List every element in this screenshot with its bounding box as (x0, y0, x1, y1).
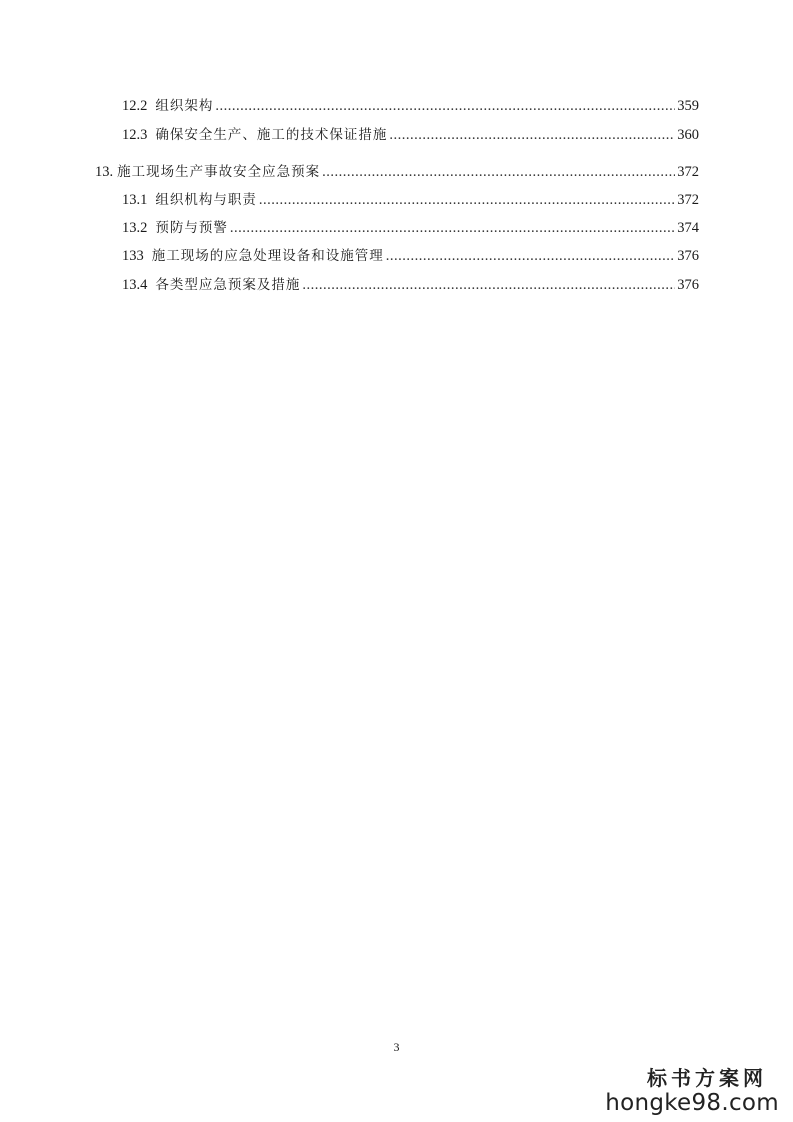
toc-entry[interactable] (122, 190, 699, 210)
toc-entry-number: 12.2 (122, 98, 148, 114)
toc-entry[interactable] (122, 218, 699, 238)
toc-dot-leader (215, 96, 675, 116)
toc-entry-page: 376 (677, 277, 699, 293)
toc-entry[interactable] (122, 246, 699, 266)
toc-dot-leader (386, 246, 676, 266)
toc-dot-leader (259, 190, 675, 210)
page-number: 3 (393, 1040, 400, 1054)
toc-entry-page: 360 (677, 127, 699, 143)
toc-dot-leader (230, 218, 675, 238)
toc-entry[interactable] (122, 125, 699, 145)
toc-dot-leader (302, 275, 675, 295)
toc-entry-title: 施工现场的应急处理设备和设施管理 (151, 248, 384, 264)
watermark-name: 标书方案网 (647, 1066, 767, 1090)
toc-entry-title: 预防与预警 (155, 220, 228, 236)
toc-entry-page: 372 (677, 164, 699, 180)
toc-entry-number: 13.2 (122, 220, 148, 236)
toc-entry-page: 374 (677, 220, 699, 236)
toc-entry-title: 组织机构与职责 (155, 192, 257, 208)
toc-entry-page: 372 (677, 192, 699, 208)
toc-entry[interactable] (122, 96, 699, 116)
toc-entry-title: 组织架构 (155, 98, 214, 114)
watermark (605, 1066, 779, 1116)
toc-entry[interactable] (122, 275, 699, 295)
toc-entry-number: 133 (122, 248, 144, 264)
toc-entry-page: 359 (677, 98, 699, 114)
toc-entry-number: 12.3 (122, 127, 148, 143)
toc-entry-title: 施工现场生产事故安全应急预案 (117, 164, 321, 180)
toc-entry-title: 各类型应急预案及措施 (155, 277, 301, 293)
toc-entry-number: 13.4 (122, 277, 148, 293)
toc-entry-number: 13. (95, 164, 114, 180)
toc-dot-leader (322, 162, 675, 182)
watermark-url: hongke98.com (605, 1090, 779, 1116)
toc-entry-number: 13.1 (122, 192, 148, 208)
toc-entry[interactable] (95, 162, 699, 182)
toc-entry-title: 确保安全生产、施工的技术保证措施 (155, 127, 388, 143)
toc-dot-leader (389, 125, 675, 145)
toc-entry-page: 376 (677, 248, 699, 264)
